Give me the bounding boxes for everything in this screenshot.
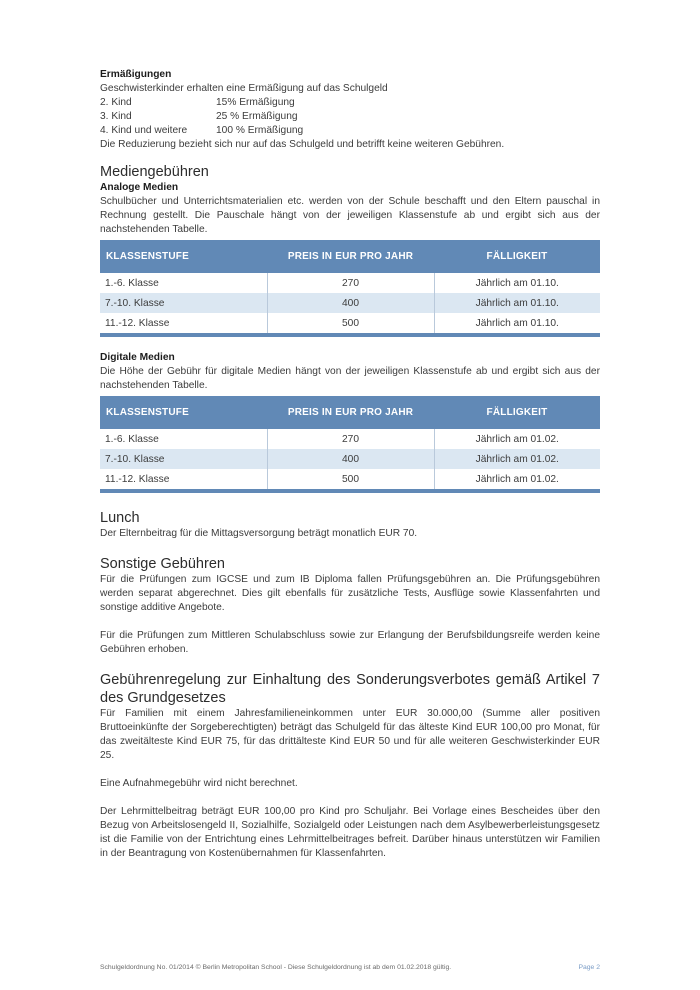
table-header: FÄLLIGKEIT: [434, 396, 600, 429]
discount-row: [100, 110, 600, 124]
footer-text: Schulgeldordnung No. 01/2014 © Berlin Metropolitan School - Diese Schulgeldordnung ist ab dem 01.02.2018 gültig.: [100, 964, 452, 971]
analog-media-table: [100, 240, 600, 333]
table-header: KLASSENSTUFE: [100, 396, 267, 429]
table-cell: Jährlich am 01.02.: [434, 449, 600, 469]
digital-media-title: Digitale Medien: [100, 352, 175, 363]
table-cell: Jährlich am 01.10.: [475, 317, 559, 329]
table-row: [100, 429, 600, 449]
table-cell: 400: [267, 449, 434, 469]
discounts-intro: Geschwisterkinder erhalten eine Ermäßigung auf das Schulgeld: [100, 83, 388, 94]
analog-media-title: Analoge Medien: [100, 182, 179, 193]
discount-row: [100, 124, 600, 138]
table-cell: 7.-10. Klasse: [100, 293, 267, 313]
table-cell: 7.-10. Klasse: [100, 449, 267, 469]
analog-media-text: Schulbücher und Unterrichtsmaterialien etc. werden von der Schule beschafft und den Eltern pauschal in Rechnung gestellt. Die Pauschale hängt von der jeweiligen Klassenstufe ab und ergibt sich aus der nachstehenden Tabelle.: [100, 196, 600, 235]
regulation-title: Gebührenregelung zur Einhaltung des Sonderungsverbotes gemäß Artikel 7 des Grundgesetzes: [100, 672, 600, 706]
regulation-paragraph-3: Der Lehrmittelbeitrag beträgt EUR 100,00 pro Kind pro Schuljahr. Bei Vorlage eines Bescheides über den Bezug von Arbeitslosengeld II, Sozialhilfe, Sozialgeld oder Leistungen nach dem Asylbewerberleistungsgesetz ist die Familie von der Entrichtung eines Lehrmittelbeitrages befreit. Darüber hinaus unterstützen wir Familien in der Beantragung von Kostenübernahmen für Klassenfahrten.: [100, 806, 600, 859]
lunch-text: Der Elternbeitrag für die Mittagsversorgung beträgt monatlich EUR 70.: [100, 528, 418, 539]
table-cell: 1.-6. Klasse: [105, 277, 159, 289]
table-cell: 1.-6. Klasse: [105, 433, 159, 445]
table-cell: 270: [267, 429, 434, 449]
table-cell: Jährlich am 01.02.: [475, 473, 559, 485]
table-cell: 400: [267, 293, 434, 313]
discount-value: 100 % Ermäßigung: [216, 125, 304, 136]
table-row: [100, 313, 600, 333]
table-cell: 500: [267, 469, 434, 489]
regulation-paragraph-1: Für Familien mit einem Jahresfamilieneinkommen unter EUR 30.000,00 (Summe aller positiven Bruttoeinkünfte der Sorgeberechtigten) beträgt das Schulgeld für das älteste Kind EUR 100,00 pro Monat, für das zweitälteste Kind EUR 75, für das drittälteste Kind EUR 50 und für alle weiteren Geschwisterkinder EUR 25.: [100, 708, 600, 761]
discount-value: 25 % Ermäßigung: [216, 111, 298, 122]
discounts-title: Ermäßigungen: [100, 69, 172, 80]
document-page: [100, 68, 600, 861]
table-header: PREIS IN EUR PRO JAHR: [267, 396, 434, 429]
other-fees-title: Sonstige Gebühren: [100, 556, 225, 572]
digital-media-table: [100, 396, 600, 489]
table-cell: 500: [267, 313, 434, 333]
table-cell: 11.-12. Klasse: [105, 473, 170, 485]
table-header: KLASSENSTUFE: [100, 240, 267, 273]
table-row: [100, 293, 600, 313]
table-cell: Jährlich am 01.10.: [475, 277, 559, 289]
table-header: PREIS IN EUR PRO JAHR: [267, 240, 434, 273]
media-title: Mediengebühren: [100, 164, 209, 180]
table-cell: 270: [267, 273, 434, 293]
regulation-paragraph-2: Eine Aufnahmegebühr wird nicht berechnet.: [100, 778, 298, 789]
table-row: [100, 469, 600, 489]
page-number: Page 2: [578, 964, 600, 971]
discount-value: 15% Ermäßigung: [216, 97, 295, 108]
discount-label: 4. Kind und weitere: [100, 125, 188, 136]
discount-label: 3. Kind: [100, 111, 132, 122]
table-cell: Jährlich am 01.02.: [475, 433, 559, 445]
table-cell: 11.-12. Klasse: [105, 317, 170, 329]
table-cell: Jährlich am 01.10.: [434, 293, 600, 313]
other-fees-paragraph-1: Für die Prüfungen zum IGCSE und zum IB Diploma fallen Prüfungsgebühren an. Die Prüfungsgebühren werden separat abgerechnet. Dies gilt ebenfalls für zusätzliche Tests, Ausflüge sowie Klassenfahrten und sonstige additive Angebote.: [100, 574, 600, 613]
digital-media-text: Die Höhe der Gebühr für digitale Medien hängt von der jeweiligen Klassenstufe ab und ergibt sich aus der nachstehenden Tabelle.: [100, 366, 600, 391]
discount-label: 2. Kind: [100, 97, 132, 108]
page-footer: [100, 964, 600, 971]
table-row: [100, 273, 600, 293]
discount-row: [100, 96, 600, 110]
other-fees-paragraph-2: Für die Prüfungen zum Mittleren Schulabschluss sowie zur Erlangung der Berufsbildungsreife werden keine Gebühren erhoben.: [100, 630, 600, 655]
lunch-title: Lunch: [100, 510, 140, 526]
table-header: FÄLLIGKEIT: [434, 240, 600, 273]
discounts-note: Die Reduzierung bezieht sich nur auf das Schulgeld und betrifft keine weiteren Gebühren.: [100, 139, 505, 150]
table-row: [100, 449, 600, 469]
